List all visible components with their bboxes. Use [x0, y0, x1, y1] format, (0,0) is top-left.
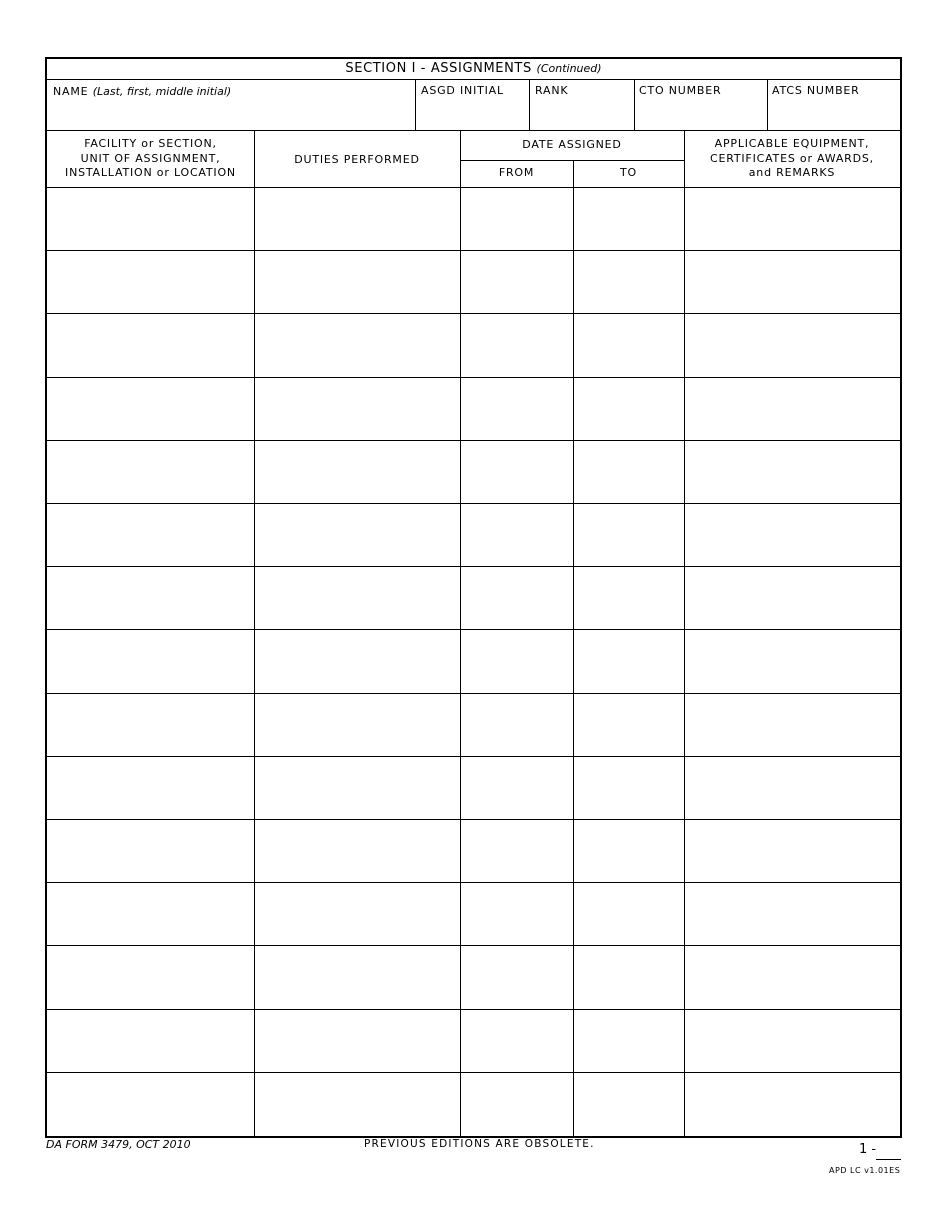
equipment-header-line: APPLICABLE EQUIPMENT,: [714, 137, 870, 150]
from-cell-input[interactable]: [461, 1011, 573, 1072]
section-title: [47, 61, 900, 76]
from-cell-input[interactable]: [461, 315, 573, 376]
facility-cell-input[interactable]: [47, 884, 254, 945]
duties-cell-input[interactable]: [255, 189, 460, 250]
duties-cell-input[interactable]: [255, 252, 460, 313]
from-cell-input[interactable]: [461, 758, 573, 819]
remarks-cell-input[interactable]: [685, 884, 900, 945]
cto-number-label: CTO NUMBER: [639, 84, 722, 97]
table-row: [47, 820, 900, 883]
from-cell-input[interactable]: [461, 379, 573, 440]
table-row: [47, 567, 900, 630]
duties-cell-input[interactable]: [255, 315, 460, 376]
to-cell-input[interactable]: [574, 315, 684, 376]
remarks-cell-input[interactable]: [685, 189, 900, 250]
from-column-header: FROM: [498, 166, 535, 179]
facility-cell-input[interactable]: [47, 252, 254, 313]
remarks-cell-input[interactable]: [685, 947, 900, 1008]
remarks-cell-input[interactable]: [685, 695, 900, 756]
facility-cell-input[interactable]: [47, 947, 254, 1008]
remarks-cell-input[interactable]: [685, 821, 900, 882]
to-cell-input[interactable]: [574, 884, 684, 945]
to-cell-input[interactable]: [574, 821, 684, 882]
table-row: [47, 1010, 900, 1073]
to-cell-input[interactable]: [574, 379, 684, 440]
facility-cell-input[interactable]: [47, 379, 254, 440]
facility-cell-input[interactable]: [47, 1074, 254, 1135]
to-cell-input[interactable]: [574, 505, 684, 566]
remarks-cell-input[interactable]: [685, 442, 900, 503]
title-divider: [47, 79, 900, 80]
duties-cell-input[interactable]: [255, 568, 460, 629]
facility-cell-input[interactable]: [47, 631, 254, 692]
version-label: APD LC v1.01ES: [829, 1166, 901, 1175]
from-cell-input[interactable]: [461, 695, 573, 756]
duties-cell-input[interactable]: [255, 884, 460, 945]
table-row: [47, 378, 900, 441]
to-cell-input[interactable]: [574, 631, 684, 692]
to-cell-input[interactable]: [574, 695, 684, 756]
table-row: [47, 946, 900, 1009]
remarks-cell-input[interactable]: [685, 758, 900, 819]
page-prefix: 1 -: [859, 1142, 877, 1157]
page-number-input[interactable]: [876, 1142, 901, 1160]
obsolete-notice: PREVIOUS EDITIONS ARE OBSOLETE.: [364, 1138, 595, 1150]
remarks-cell-input[interactable]: [685, 315, 900, 376]
atcs-number-label: ATCS NUMBER: [772, 84, 860, 97]
to-cell-input[interactable]: [574, 1011, 684, 1072]
from-cell-input[interactable]: [461, 568, 573, 629]
from-cell-input[interactable]: [461, 947, 573, 1008]
remarks-cell-input[interactable]: [685, 1011, 900, 1072]
facility-header-line: FACILITY or SECTION,: [84, 137, 217, 150]
facility-cell-input[interactable]: [47, 1011, 254, 1072]
remarks-cell-input[interactable]: [685, 1074, 900, 1135]
from-cell-input[interactable]: [461, 189, 573, 250]
duties-cell-input[interactable]: [255, 947, 460, 1008]
facility-cell-input[interactable]: [47, 505, 254, 566]
remarks-cell-input[interactable]: [685, 252, 900, 313]
rank-label: RANK: [535, 84, 569, 97]
facility-cell-input[interactable]: [47, 695, 254, 756]
rank-input[interactable]: [530, 101, 633, 129]
form-id: DA FORM 3479, OCT 2010: [46, 1138, 191, 1151]
section-continued: (Continued): [536, 62, 602, 75]
duties-cell-input[interactable]: [255, 1074, 460, 1135]
date-assigned-header: DATE ASSIGNED: [522, 138, 622, 151]
assignments-form: [45, 57, 902, 1138]
section-title-text: SECTION I - ASSIGNMENTS: [345, 61, 532, 76]
duties-cell-input[interactable]: [255, 821, 460, 882]
name-hint: (Last, first, middle initial): [92, 85, 232, 98]
facility-header-line: INSTALLATION or LOCATION: [65, 166, 236, 179]
remarks-cell-input[interactable]: [685, 631, 900, 692]
cto-number-input[interactable]: [635, 101, 766, 129]
remarks-cell-input[interactable]: [685, 379, 900, 440]
from-cell-input[interactable]: [461, 821, 573, 882]
name-input[interactable]: [49, 101, 413, 129]
table-row: [47, 694, 900, 757]
asgd-initial-label: ASGD INITIAL: [421, 84, 504, 97]
equipment-header-line: CERTIFICATES or AWARDS,: [710, 151, 874, 165]
to-cell-input[interactable]: [574, 568, 684, 629]
to-column-header: TO: [620, 166, 637, 179]
to-cell-input[interactable]: [574, 758, 684, 819]
header-row-divider: [47, 130, 900, 131]
duties-cell-input[interactable]: [255, 379, 460, 440]
atcs-number-input[interactable]: [768, 101, 899, 129]
duties-cell-input[interactable]: [255, 758, 460, 819]
facility-cell-input[interactable]: [47, 189, 254, 250]
from-cell-input[interactable]: [461, 505, 573, 566]
facility-cell-input[interactable]: [47, 315, 254, 376]
facility-cell-input[interactable]: [47, 758, 254, 819]
facility-cell-input[interactable]: [47, 821, 254, 882]
facility-cell-input[interactable]: [47, 568, 254, 629]
duties-column-header: DUTIES PERFORMED: [294, 153, 420, 166]
table-row: [47, 883, 900, 946]
table-row: [47, 188, 900, 251]
table-row: [47, 1073, 900, 1136]
duties-cell-input[interactable]: [255, 442, 460, 503]
asgd-initial-input[interactable]: [416, 101, 528, 129]
facility-header-line: UNIT OF ASSIGNMENT,: [80, 151, 221, 165]
duties-cell-input[interactable]: [255, 1011, 460, 1072]
equipment-column-header: [684, 137, 900, 181]
table-row: [47, 441, 900, 504]
table-row: [47, 630, 900, 693]
duties-cell-input[interactable]: [255, 505, 460, 566]
to-cell-input[interactable]: [574, 252, 684, 313]
equipment-header-line: and REMARKS: [748, 166, 836, 179]
table-row: [47, 757, 900, 820]
name-label-text: NAME: [53, 85, 89, 98]
duties-cell-input[interactable]: [255, 695, 460, 756]
facility-cell-input[interactable]: [47, 442, 254, 503]
from-cell-input[interactable]: [461, 884, 573, 945]
facility-column-header: [47, 137, 254, 181]
table-row: [47, 251, 900, 314]
remarks-cell-input[interactable]: [685, 568, 900, 629]
to-cell-input[interactable]: [574, 189, 684, 250]
assignment-rows: [47, 188, 900, 1136]
table-row: [47, 314, 900, 377]
to-cell-input[interactable]: [574, 1074, 684, 1135]
from-cell-input[interactable]: [461, 1074, 573, 1135]
from-cell-input[interactable]: [461, 631, 573, 692]
name-label: [53, 85, 231, 98]
to-cell-input[interactable]: [574, 442, 684, 503]
from-cell-input[interactable]: [461, 252, 573, 313]
from-cell-input[interactable]: [461, 442, 573, 503]
table-row: [47, 504, 900, 567]
remarks-cell-input[interactable]: [685, 505, 900, 566]
date-header-divider: [460, 160, 684, 161]
to-cell-input[interactable]: [574, 947, 684, 1008]
duties-cell-input[interactable]: [255, 631, 460, 692]
